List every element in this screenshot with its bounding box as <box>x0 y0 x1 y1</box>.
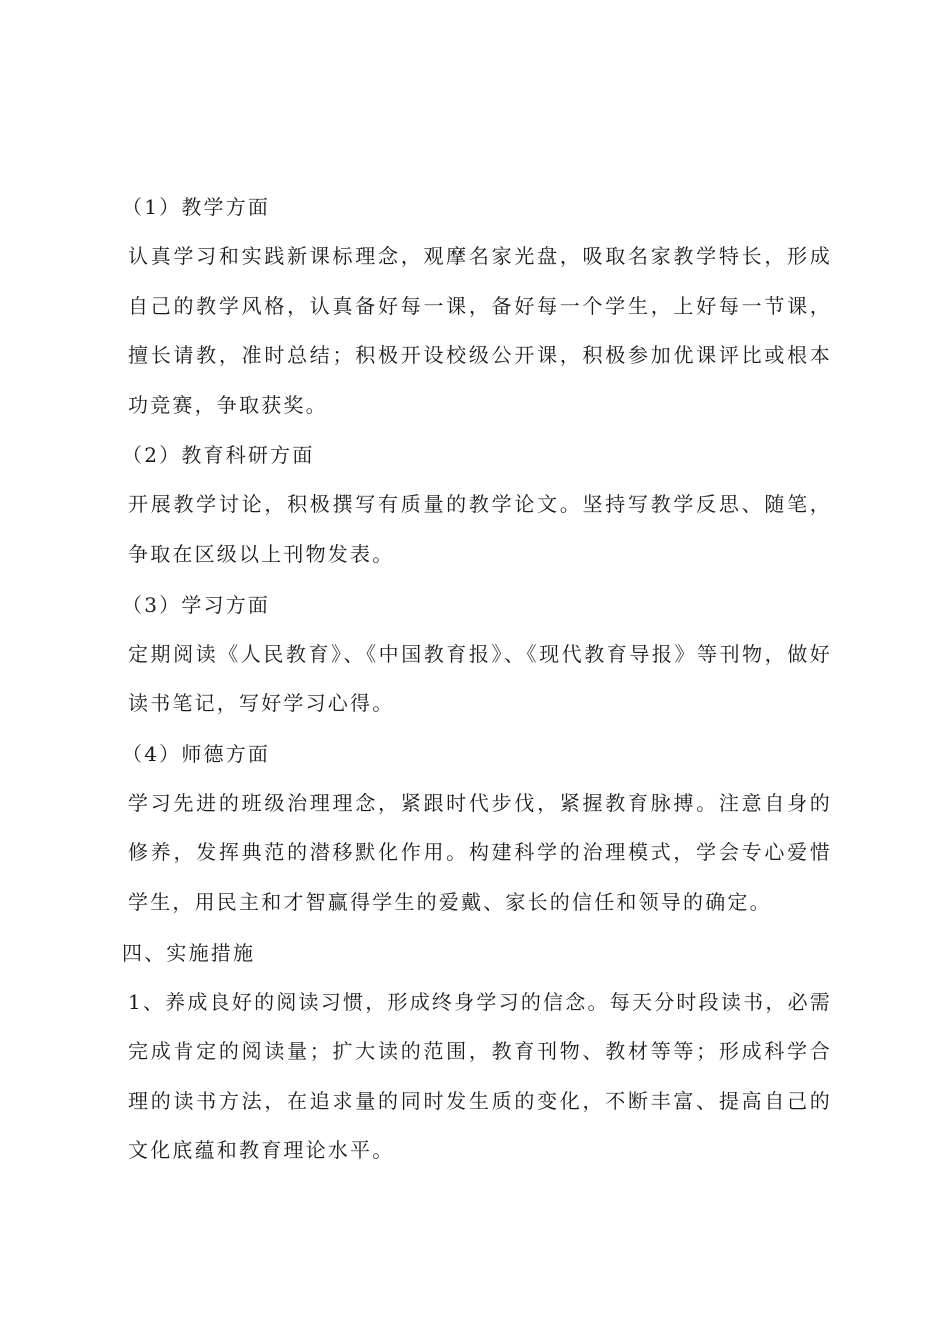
section-heading-teaching: （1）教学方面 <box>122 195 271 219</box>
section-paragraph-study: 定期阅读《人民教育》、《中国教育报》、《现代教育导报》等刊物，做好读书笔记，写好学习心得。 <box>128 641 832 716</box>
section-paragraph-research: 开展教学讨论，积极撰写有质量的教学论文。坚持写教学反思、随笔，争取在区级以上刊物发表。 <box>128 492 832 566</box>
section-heading-research: （2）教育科研方面 <box>122 443 315 468</box>
section-heading-ethics: （4）师德方面 <box>122 741 271 766</box>
section-heading-study: （3）学习方面 <box>122 592 271 617</box>
document-body <box>122 182 832 1176</box>
section-paragraph-measures: 1、养成良好的阅读习惯，形成终身学习的信念。每天分时段读书，必需完成肯定的阅读量；扩大读的范围，教育刊物、教材等等；形成科学合理的读书方法，在追求量的同时发生质的变化，不断丰富、提高自己的文化底蕴和教育理论水平。 <box>128 989 832 1163</box>
section-paragraph-teaching: 认真学习和实践新课标理念，观摩名家光盘，吸取名家教学特长，形成自己的教学风格，认真备好每一课，备好每一个学生，上好每一节课，擅长请教，准时总结；积极开设校级公开课，积极参加优课评比或根本功竞赛，争取获奖。 <box>128 244 832 417</box>
section-heading-measures: 四、实施措施 <box>122 940 256 965</box>
section-paragraph-ethics: 学习先进的班级治理理念，紧跟时代步伐，紧握教育脉搏。注意自身的修养，发挥典范的潜移默化作用。构建科学的治理模式，学会专心爱惜学生，用民主和才智赢得学生的爱戴、家长的信任和领导的确定。 <box>128 790 832 914</box>
